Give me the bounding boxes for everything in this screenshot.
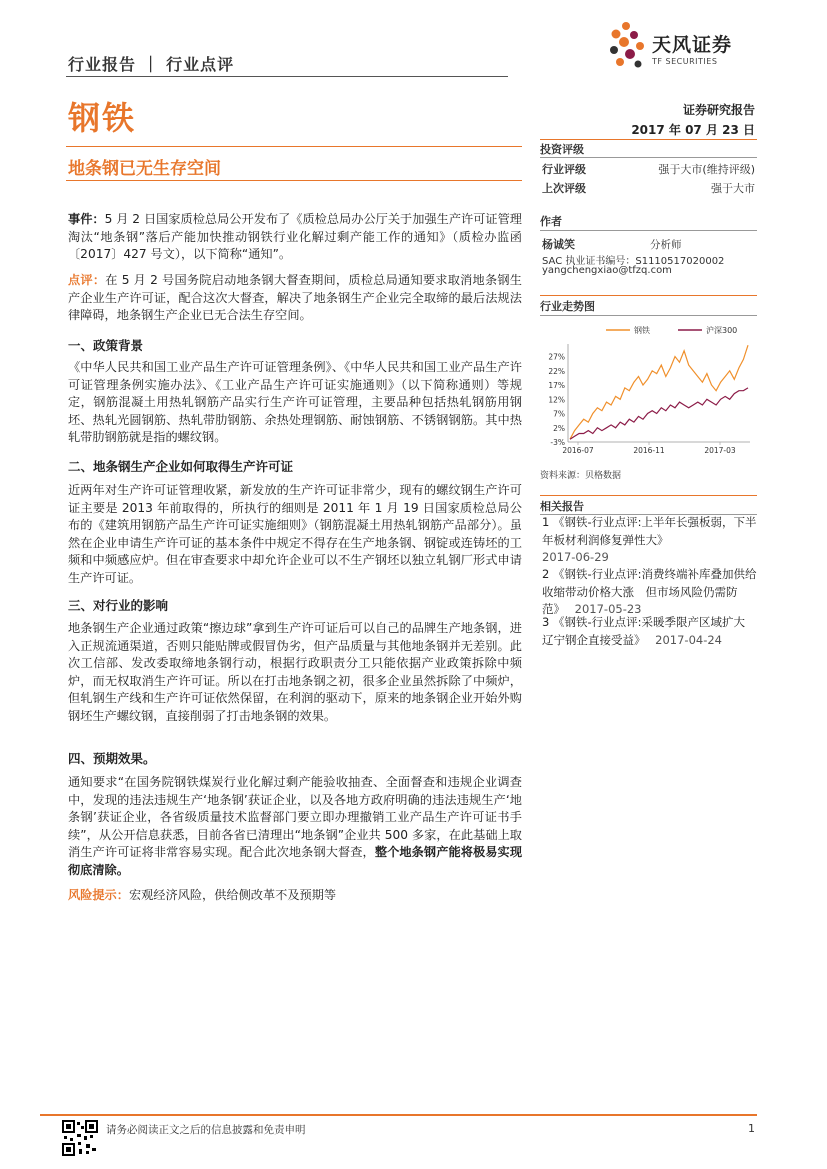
comment-text: 在 5 月 2 号国务院启动地条钢大督查期间，质检总局通知要求取消地条钢生产企业生产许可证，配合这次大督查，解决了地条钢生产企业完全取缔的最后法规法律障碍，地条钢生产企业已无合法生存空间。 — [68, 273, 522, 323]
logo-name-cn: 天风证券 — [652, 34, 733, 56]
section-heading-license: 二、地条钢生产企业如何取得生产许可证 — [68, 459, 294, 474]
x-tick-label: 2017-03 — [704, 446, 736, 455]
previous-rating-row — [540, 180, 757, 196]
related-report-date: 2017-06-29 — [542, 550, 609, 564]
author-email[interactable]: yangchengxiao@tfzq.com — [542, 265, 672, 276]
author-sac-number: SAC 执业证书编号：S1110517020002 — [542, 256, 725, 267]
x-tick-label: 2016-11 — [633, 446, 665, 455]
author-divider — [540, 230, 757, 231]
related-report-title[interactable]: 2 《钢铁-行业点评:消费终端补库叠加供给收缩带动价格大涨 但市场风险仍需防范》 — [542, 567, 757, 616]
y-tick-label: 2% — [553, 423, 565, 433]
comment-label: 点评： — [68, 273, 106, 287]
tf-logo-icon — [606, 20, 650, 72]
related-top-rule — [540, 495, 757, 496]
industry-rating-row — [540, 161, 757, 177]
section-heading-expected: 四、预期效果。 — [68, 751, 156, 766]
x-tick-label: 2016-07 — [562, 446, 594, 455]
series-line-hs300 — [570, 388, 748, 439]
risk-label: 风险提示： — [68, 888, 129, 902]
legend-label: 沪深300 — [706, 326, 738, 335]
report-title: 地条钢已无生存空间 — [68, 159, 221, 179]
impact-paragraph: 地条钢生产企业通过政策“擦边球”拿到生产许可证后可以自己的品牌生产地条钢，进入正规流通渠道，否则只能贴牌或假冒伪劣，但产品质量与其他地条钢并无差别。此次工信部、发改委取缔地条钢行动，根据行政职责分工只能依据产业政策拆除中频炉，而无权取消生产许可证。所以在打击地条钢之初，很多企业虽然拆除了中频炉，但轧钢生产线和生产许可证依然保留，在利润的驱动下，原来的地条钢企业开始外购钢坯生产螺纹钢，直接削弱了打击地条钢的效果。 — [68, 621, 522, 723]
series-line-steel — [570, 345, 748, 439]
footer-disclaimer[interactable]: 请务必阅读正文之后的信息披露和免责申明 — [106, 1124, 306, 1136]
risk-paragraph — [68, 887, 522, 905]
y-tick-label: 27% — [548, 352, 565, 362]
report-date: 2017 年 07 月 23 日 — [631, 123, 755, 137]
related-report-item[interactable] — [542, 566, 757, 619]
author-role: 分析师 — [650, 239, 682, 251]
rating-section-title: 投资评级 — [540, 143, 584, 156]
industry-trend-chart — [538, 318, 757, 464]
related-report-item[interactable] — [542, 514, 757, 567]
logo-name-en: TF SECURITIES — [652, 57, 718, 66]
event-text: 5 月 2 日国家质检总局公开发布了《质检总局办公厅关于加强生产许可证管理淘汰“地条钢”落后产能加快推动钢铁行业化解过剩产能工作的通知》（质检办监函〔2017〕427 号文），以下简称“通知”。 — [68, 212, 522, 262]
section-heading-policy: 一、政策背景 — [68, 338, 144, 353]
prev-rating-value: 强于大市 — [711, 182, 755, 195]
report-category: 行业报告 ｜ 行业点评 — [68, 55, 235, 74]
author-name: 杨诚笑 — [542, 238, 575, 251]
expected-conclusion: 整个地条钢产能将极易实现彻底清除。 — [68, 845, 523, 877]
header-divider — [66, 76, 508, 77]
rating-divider — [540, 157, 757, 158]
trend-divider — [540, 315, 757, 316]
related-report-title[interactable]: 1 《钢铁-行业点评:上半年长强板弱，下半年板材利润修复弹性大》 — [542, 515, 757, 547]
trend-top-rule — [540, 295, 757, 296]
title-bottom-rule — [66, 180, 522, 181]
page-number: 1 — [748, 1122, 755, 1135]
expected-text: 通知要求“在国务院钢铁煤炭行业化解过剩产能验收抽查、全面督查和违规企业调查中，发现的违法违规生产‘地条钢’获证企业，以及各地方政府明确的违法违规生产‘地条钢’获证企业，各省级质量技术监督部门要立即办理撤销工业产品生产许可证书手续”，从公开信息获悉，目前各省已清理出“地条钢”企业共 500 多家，在此基础上取消生产许可证将非常容易实现。配合此次地条钢大督查， — [68, 775, 522, 860]
related-report-title[interactable]: 3 《钢铁-行业点评:采暖季限产区域扩大 辽宁钢企直接受益》 — [542, 615, 745, 647]
legend-label: 钢铁 — [634, 326, 650, 335]
industry-name: 钢铁 — [68, 99, 137, 137]
comment-paragraph — [68, 272, 522, 325]
trend-section-title: 行业走势图 — [540, 300, 595, 313]
related-report-date: 2017-05-23 — [574, 602, 642, 616]
event-paragraph — [68, 211, 522, 264]
y-tick-label: 12% — [548, 395, 565, 405]
license-paragraph: 近两年对生产许可证管理收紧，新发放的生产许可证非常少，现有的螺纹钢生产许可证主要是 2013 年前取得的，所执行的细则是 2011 年 1 月 19 日国家质检总局公布的《建筑用钢筋产品生产许可证实施细则》（钢筋混凝土用热轧钢筋产品部分）。虽然在企业申请生产许可证的基本条件中规定不得存在生产地条钢、钢锭或连铸坯的工频和中频感应炉。但在审查要求中却允许企业可以不生产钢坯以独立轧钢厂形式申请生产许可证。 — [68, 483, 522, 585]
prev-rating-label: 上次评级 — [542, 182, 586, 195]
title-top-rule — [66, 146, 522, 147]
author-section-title: 作者 — [540, 215, 562, 228]
rating-label: 行业评级 — [542, 163, 586, 176]
rating-value: 强于大市(维持评级) — [658, 163, 755, 176]
section-heading-impact: 三、对行业的影响 — [68, 598, 169, 613]
y-tick-label: 7% — [553, 409, 565, 419]
event-label: 事件： — [68, 212, 105, 226]
y-tick-label: 17% — [548, 381, 565, 391]
y-tick-label: 22% — [548, 366, 565, 376]
footer-rule — [40, 1114, 757, 1116]
policy-paragraph: 《中华人民共和国工业产品生产许可证管理条例》、《中华人民共和国工业产品生产许可证管理条例实施办法》、《工业产品生产许可证实施通则》（以下简称通则）等规定，钢筋混凝土用热轧钢筋产品实行生产许可证管理，主要品种包括热轧钢筋用钢坯、热轧光圆钢筋、热轧带肋钢筋、余热处理钢筋、耐蚀钢筋、不锈钢钢筋。其中热轧带肋钢筋就是指的螺纹钢。 — [68, 360, 522, 445]
risk-text: 宏观经济风险，供给侧改革不及预期等 — [128, 888, 337, 902]
y-tick-label: -3% — [550, 438, 565, 447]
chart-source: 资料来源：贝格数据 — [540, 471, 622, 481]
related-report-item[interactable] — [542, 614, 757, 649]
report-label: 证券研究报告 — [682, 103, 755, 117]
qr-code-icon — [62, 1120, 98, 1156]
expected-paragraph — [68, 774, 522, 880]
related-section-title: 相关报告 — [540, 500, 584, 513]
related-report-date: 2017-04-24 — [655, 632, 722, 647]
rating-top-rule — [540, 139, 757, 140]
